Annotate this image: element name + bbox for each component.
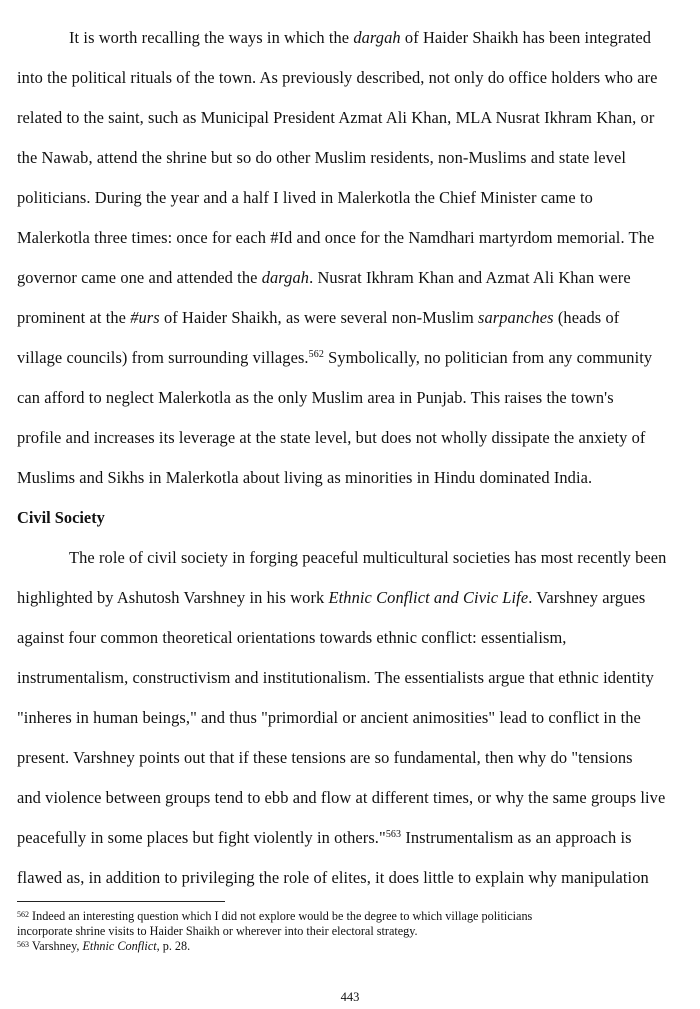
text-run: politicians. During the year and a half I lived in Malerkotla the Chief Minister came to [17, 188, 593, 207]
text-run: Varshney, [29, 939, 83, 953]
text-run: against four common theoretical orientations towards ethnic conflict: essentialism, [17, 628, 567, 647]
text-run: and violence between groups tend to ebb and flow at different times, or why the same groups live [17, 788, 666, 807]
italic-text: dargah [261, 268, 310, 287]
text-line [17, 58, 689, 98]
text-line [17, 658, 689, 698]
text-run: "inheres in human beings," and thus "primordial or ancient animosities" lead to conflict in the [17, 708, 641, 727]
italic-text: Ethnic Conflict and Civic Life [328, 588, 529, 607]
text-run: incorporate shrine visits to Haider Shaikh or wherever into their electoral strategy. [17, 924, 418, 938]
text-run: related to the saint, such as Municipal President Azmat Ali Khan, MLA Nusrat Ikhram Khan, or [17, 108, 655, 127]
text-run: Symbolically, no politician from any community [323, 348, 653, 367]
text-line [17, 618, 689, 658]
paragraph-dargah-politics [17, 18, 689, 498]
footnote-divider [17, 901, 225, 902]
text-line [17, 18, 689, 58]
text-line [17, 818, 689, 858]
text-run: . Varshney argues [528, 588, 646, 607]
text-run: the Nawab, attend the shrine but so do other Muslim residents, non-Muslims and state level [17, 148, 626, 167]
text-line [17, 858, 689, 898]
text-run: instrumentalism, constructivism and institutionalism. The essentialists argue that ethnic identity [17, 668, 654, 687]
italic-text: dargah [353, 28, 401, 47]
italic-text: #urs [130, 308, 160, 327]
text-line [17, 298, 689, 338]
text-run: present. Varshney points out that if these tensions are so fundamental, then why do "tensions [17, 748, 633, 767]
text-line [17, 378, 689, 418]
text-run: Indeed an interesting question which I did not explore would be the degree to which village politicians [29, 909, 533, 923]
text-line [17, 178, 689, 218]
footnote-marker: 562 [308, 349, 324, 360]
text-run: into the political rituals of the town. As previously described, not only do office holders who are [17, 68, 658, 87]
text-run: Instrumentalism as an approach is [401, 828, 632, 847]
text-run: can afford to neglect Malerkotla as the only Muslim area in Punjab. This raises the town's [17, 388, 614, 407]
text-line [17, 778, 689, 818]
text-run: It is worth recalling the ways in which the [69, 28, 354, 47]
text-run: , p. 28. [156, 939, 191, 953]
italic-text: sarpanches [478, 308, 554, 327]
text-run: of Haider Shaikh has been integrated [400, 28, 652, 47]
page-number: 443 [340, 990, 360, 1004]
text-line [17, 698, 689, 738]
text-run: (heads of [553, 308, 620, 327]
text-line [17, 924, 689, 939]
text-line [17, 939, 689, 954]
text-line [17, 218, 689, 258]
text-line [17, 909, 689, 924]
text-run: . Nusrat Ikhram Khan and Azmat Ali Khan were [309, 268, 631, 287]
text-line [17, 138, 689, 178]
footnote-marker: 563 [385, 829, 402, 840]
text-line [17, 418, 689, 458]
text-run: governor came one and attended the [17, 268, 262, 287]
text-run: Muslims and Sikhs in Malerkotla about living as minorities in Hindu dominated India. [17, 468, 593, 487]
text-run: peacefully in some places but fight violently in others." [17, 828, 386, 847]
footnote-marker: 563 [17, 940, 29, 949]
italic-text: Ethnic Conflict [82, 939, 157, 953]
text-line [17, 538, 689, 578]
footnotes [17, 909, 689, 954]
text-run: highlighted by Ashutosh Varshney in his work [17, 588, 329, 607]
text-run: flawed as, in addition to privileging the role of elites, it does little to explain why manipulation [17, 868, 649, 887]
text-line [17, 458, 689, 498]
text-line [17, 578, 689, 618]
text-run: of Haider Shaikh, as were several non-Muslim [159, 308, 478, 327]
text-run: village councils) from surrounding villages. [17, 348, 309, 367]
text-line [17, 258, 689, 298]
text-run: The role of civil society in forging peaceful multicultural societies has most recently been [69, 548, 667, 567]
footnote-marker: 562 [17, 910, 29, 919]
text-line [17, 98, 689, 138]
section-heading-civil-society: Civil Society [17, 508, 105, 527]
text-run: Malerkotla three times: once for each #Id and once for the Namdhari martyrdom memorial. The [17, 228, 655, 247]
text-run: profile and increases its leverage at the state level, but does not wholly dissipate the anxiety of [17, 428, 646, 447]
text-run: prominent at the [17, 308, 131, 327]
paragraph-civil-society [17, 538, 689, 898]
text-line [17, 338, 689, 378]
text-line [17, 738, 689, 778]
